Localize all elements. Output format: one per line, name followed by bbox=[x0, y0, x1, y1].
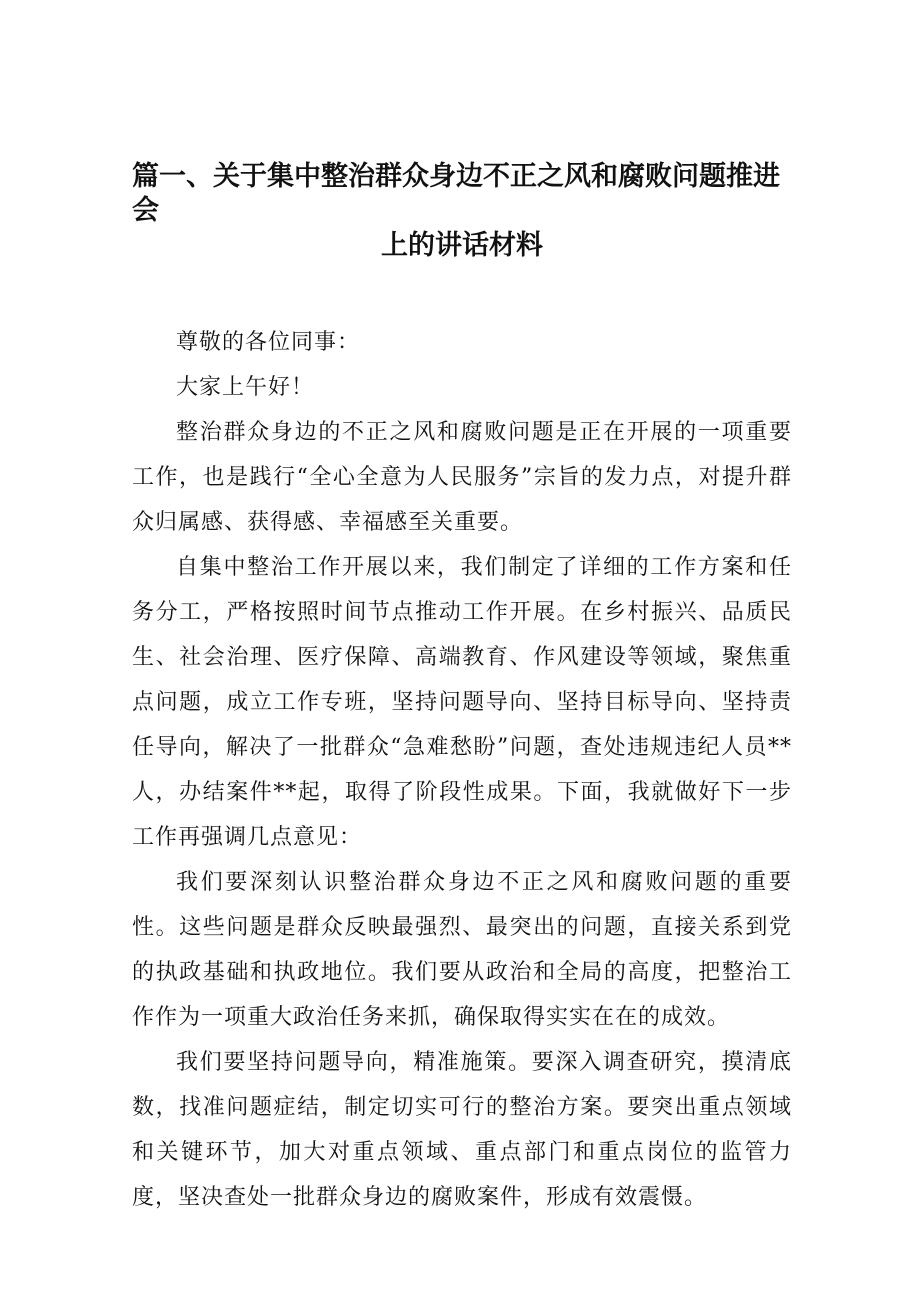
greeting: 大家上午好！ bbox=[176, 375, 315, 400]
body-paragraph: 我们要坚持问题导向，精准施策。要深入调查研究，摸清底数，找准问题症结，制定切实可行的整治方案。要突出重点领域和关键环节，加大对重点领域、重点部门和重点岗位的监管力度，坚决查处一批群众身边的腐败案件，形成有效震慑。 bbox=[132, 1050, 792, 1210]
document-title-line-2: 上的讲话材料 bbox=[381, 230, 543, 261]
body-paragraph: 我们要深刻认识整治群众身边不正之风和腐败问题的重要性。这些问题是群众反映最强烈、最突出的问题，直接关系到党的执政基础和执政地位。我们要从政治和全局的高度，把整治工作作为一项重大政治任务来抓，确保取得实实在在的成效。 bbox=[132, 870, 792, 1030]
salutation: 尊敬的各位同事： bbox=[176, 330, 361, 355]
document-title-line-1: 篇一、关于集中整治群众身边不正之风和腐败问题推进会 bbox=[132, 161, 780, 226]
body-paragraph: 自集中整治工作开展以来，我们制定了详细的工作方案和任务分工，严格按照时间节点推动工作开展。在乡村振兴、品质民生、社会治理、医疗保障、高端教育、作风建设等领域，聚焦重点问题，成立工作专班，坚持问题导向、坚持目标导向、坚持责任导向，解决了一批群众“急难愁盼”问题，查处违规违纪人员**人，办结案件**起，取得了阶段性成果。下面，我就做好下一步工作再强调几点意见： bbox=[132, 555, 792, 850]
document-body bbox=[132, 320, 792, 1220]
body-paragraph: 整治群众身边的不正之风和腐败问题是正在开展的一项重要工作，也是践行“全心全意为人民服务”宗旨的发力点，对提升群众归属感、获得感、幸福感至关重要。 bbox=[132, 420, 792, 535]
